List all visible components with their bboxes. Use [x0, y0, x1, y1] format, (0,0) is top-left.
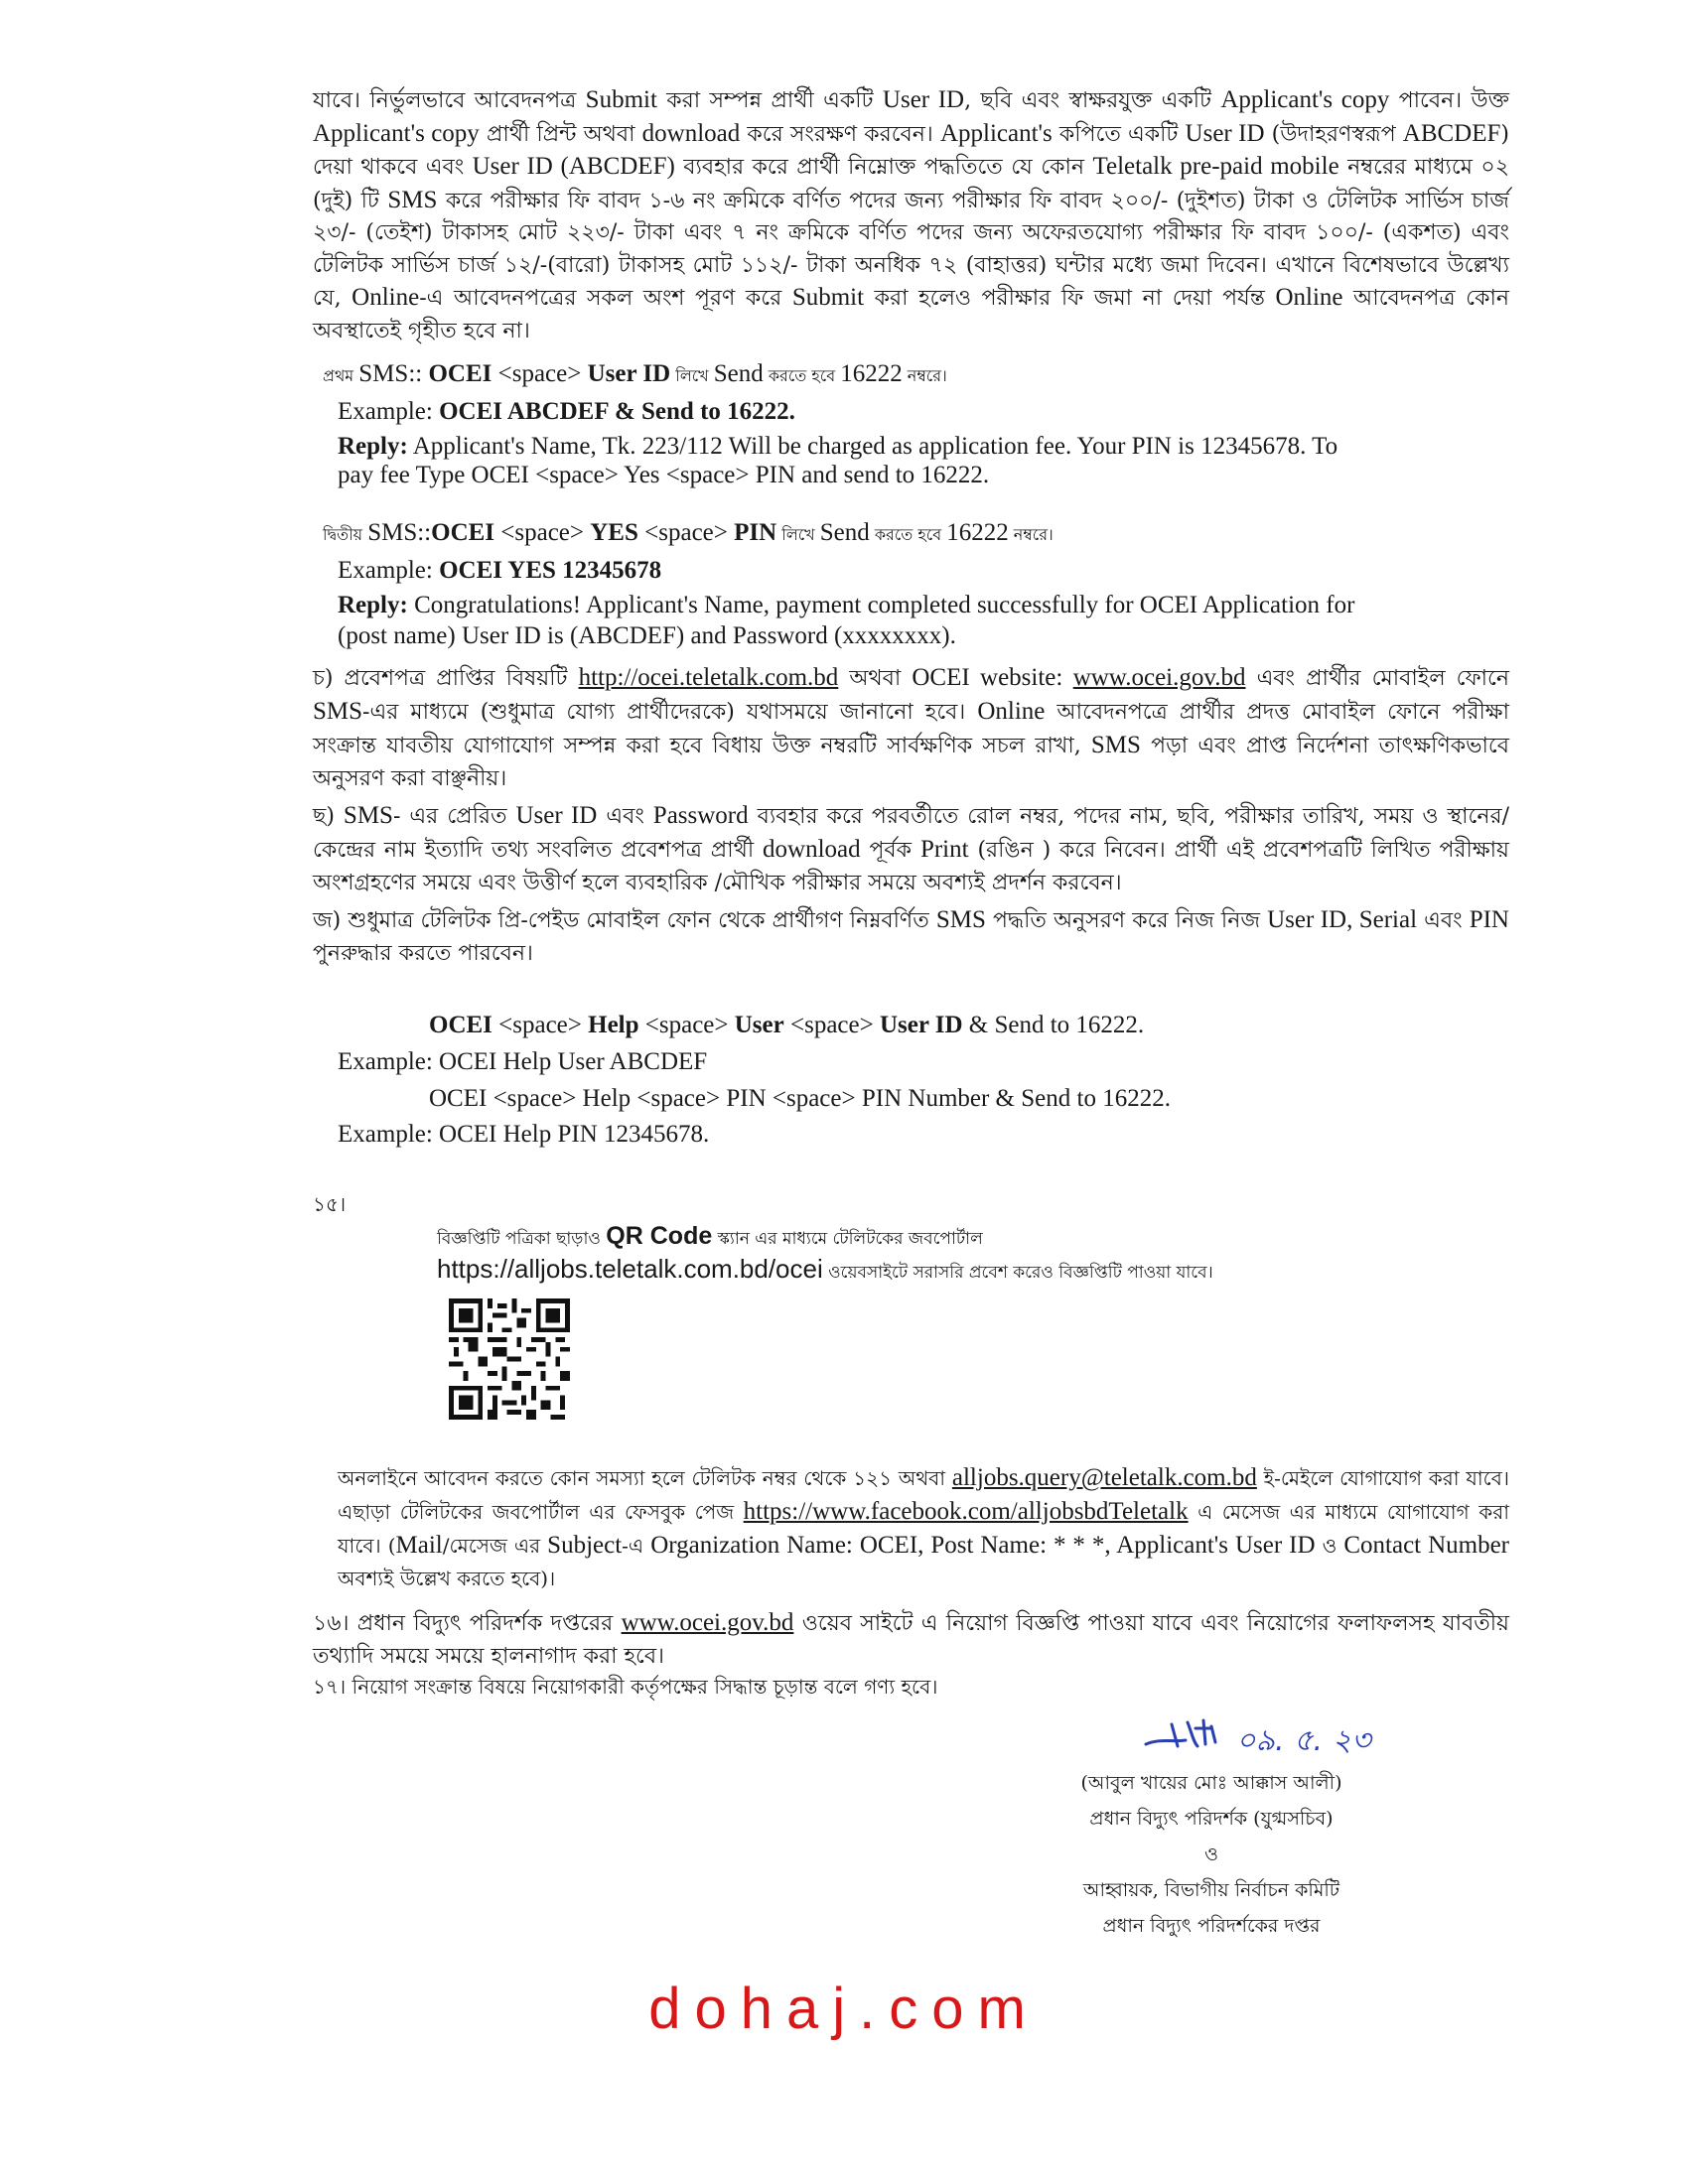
section-16: ১৬। প্রধান বিদ্যুৎ পরিদর্শক দপ্তরের www.ocei.gov.bd ওয়েব সাইটে এ নিয়োগ বিজ্ঞপ্তি পাওয়া যাবে এবং নিয়োগের ফলাফলসহ যাবতীয় তথ্যাদি সময়ে সময়ে হালনাগাদ করা হবে।	[313, 1609, 1509, 1669]
sms1-instruction: প্রথম SMS:: OCEI <space> User ID লিখে Send করতে হবে 16222 নম্বরে।	[323, 360, 947, 387]
handwritten-signature	[1142, 1703, 1410, 1772]
ocei-teletalk-link[interactable]: http://ocei.teletalk.com.bd	[578, 664, 839, 691]
sms2-reply-line2: (post name) User ID is (ABCDEF) and Password (xxxxxxxx).	[338, 622, 956, 649]
alljobs-url-line: https://alljobs.teletalk.com.bd/ocei ওয়েবসাইটে সরাসরি প্রবেশ করেও বিজ্ঞপ্তিটি পাওয়া যাবে।	[437, 1254, 1213, 1284]
sms1-reply-line2: pay fee Type OCEI <space> Yes <space> PIN and send to 16222.	[338, 462, 990, 488]
signature-date: ০৯. ৫. ২৩	[1236, 1723, 1371, 1758]
sms1-reply-line1: Reply: Applicant's Name, Tk. 223/112 Will be charged as application fee. Your PIN is 12345678. To	[338, 433, 1338, 460]
sms2-instruction: দ্বিতীয় SMS::OCEI <space> YES <space> PIN লিখে Send করতে হবে 16222 নম্বরে।	[323, 519, 1054, 546]
section-chha: ছ) SMS- এর প্রেরিত User ID এবং Password ব্যবহার করে পরবর্তীতে রোল নম্বর, পদের নাম, ছবি, পরীক্ষার তারিখ, সময় ও স্থানের/কেন্দ্রের নাম ইত্যাদি তথ্য সংবলিত প্রবেশপত্র প্রার্থী download পূর্বক Print (রঙিন ) করে নিবেন। প্রার্থী এই প্রবেশপত্রটি লিখিত পরীক্ষায় অংশগ্রহণের সময়ে এবং উত্তীর্ণ হলে ব্যবহারিক /মৌখিক পরীক্ষার সময়ে অবশ্যই প্রদর্শন করবেন।	[313, 802, 1509, 895]
qr-code	[449, 1298, 570, 1420]
contact-paragraph: অনলাইনে আবেদন করতে কোন সমস্যা হলে টেলিটক নম্বর থেকে ১২১ অথবা alljobs.query@teletalk.com.bd ই-মেইলে যোগাযোগ করা যাবে। এছাড়া টেলিটকের জবপোর্টাল এর ফেসবুক পেজ https://www.facebook.com/alljobsbdTeletalk এ মেসেজ এর মাধ্যমে যোগাযোগ করা যাবে। (Mail/মেসেজ এর Subject-এ Organization Name: OCEI, Post Name: * * *, Applicant's User ID ও Contact Number অবশ্যই উল্লেখ করতে হবে)।	[338, 1464, 1509, 1590]
facebook-page-link[interactable]: https://www.facebook.com/alljobsbdTeletalk	[743, 1498, 1189, 1525]
qr-intro: বিজ্ঞপ্তিটি পত্রিকা ছাড়াও QR Code স্ক্যান এর মাধ্যমে টেলিটকের জবপোর্টাল	[437, 1222, 983, 1250]
section-cha: চ) প্রবেশপত্র প্রাপ্তির বিষয়টি http://ocei.teletalk.com.bd অথবা OCEI website: www.ocei.gov.bd এবং প্রার্থীর মোবাইল ফোনে SMS-এর মাধ্যমে (শুধুমাত্র যোগ্য প্রার্থীদেরকে) যথাসময়ে জানানো হবে। Online আবেদনপত্রে প্রার্থীর প্রদত্ত মোবাইল ফোনে পরীক্ষা সংক্রান্ত যাবতীয় যোগাযোগ সম্পন্ন করা হবে বিধায় উক্ত নম্বরটি সার্বক্ষণিক সচল রাখা, SMS পড়া এবং প্রাপ্ত নির্দেশনা তাৎক্ষণিকভাবে অনুসরণ করা বাঞ্ছনীয়।	[313, 664, 1510, 791]
sms1-example: Example: OCEI ABCDEF & Send to 16222.	[338, 398, 795, 425]
section-17: ১৭। নিয়োগ সংক্রান্ত বিষয়ে নিয়োগকারী কর্তৃপক্ষের সিদ্ধান্ত চূড়ান্ত বলে গণ্য হবে।	[313, 1675, 938, 1699]
sms2-reply-line1: Reply: Congratulations! Applicant's Name, payment completed successfully for OCEI Application for	[338, 592, 1355, 618]
alljobs-url-link[interactable]: https://alljobs.teletalk.com.bd/ocei	[437, 1254, 823, 1284]
alljobs-email-link[interactable]: alljobs.query@teletalk.com.bd	[951, 1464, 1257, 1491]
help-pin-example: Example: OCEI Help PIN 12345678.	[338, 1121, 710, 1148]
watermark: dohaj.com	[648, 1977, 1040, 2041]
ocei-gov-link[interactable]: www.ocei.gov.bd	[621, 1609, 794, 1636]
help-user-command: OCEI <space> Help <space> User <space> User ID & Send to 16222.	[429, 1012, 1145, 1038]
section-15-number: ১৫।	[313, 1192, 347, 1216]
help-user-example: Example: OCEI Help User ABCDEF	[338, 1048, 708, 1075]
signatory-title: প্রধান বিদ্যুৎ পরিদর্শক (যুগ্মসচিব)	[1089, 1808, 1334, 1830]
signatory-committee: আহ্বায়ক, বিভাগীয় নির্বাচন কমিটি	[1082, 1879, 1340, 1901]
help-pin-command: OCEI <space> Help <space> PIN <space> PIN Number & Send to 16222.	[429, 1085, 1171, 1112]
section-ja: জ) শুধুমাত্র টেলিটক প্রি-পেইড মোবাইল ফোন থেকে প্রার্থীগণ নিম্নবর্ণিত SMS পদ্ধতি অনুসরণ করে নিজ নিজ User ID, Serial এবং PIN পুনরুদ্ধার করতে পারবেন।	[313, 906, 1509, 966]
signatory-name: (আবুল খায়ের মোঃ আক্কাস আলী)	[1080, 1772, 1342, 1794]
ocei-website-link[interactable]: www.ocei.gov.bd	[1072, 664, 1246, 691]
signatory-office: প্রধান বিদ্যুৎ পরিদর্শকের দপ্তর	[1102, 1915, 1321, 1937]
intro-paragraph: যাবে। নির্ভুলভাবে আবেদনপত্র Submit করা সম্পন্ন প্রার্থী একটি User ID, ছবি এবং স্বাক্ষরযুক্ত একটি Applicant's copy পাবেন। উক্ত Applicant's copy প্রার্থী প্রিন্ট অথবা download করে সংরক্ষণ করবেন। Applicant's কপিতে একটি User ID (উদাহরণস্বরূপ ABCDEF) দেয়া থাকবে এবং User ID (ABCDEF) ব্যবহার করে প্রার্থী নিম্নোক্ত পদ্ধতিতে যে কোন Teletalk pre-paid mobile নম্বরের মাধ্যমে ০২ (দুই) টি SMS করে পরীক্ষার ফি বাবদ ১-৬ নং ক্রমিকে বর্ণিত পদের জন্য পরীক্ষার ফি বাবদ ২০০/- (দুইশত) টাকা ও টেলিটক সার্ভিস চার্জ ২৩/- (তেইশ) টাকাসহ মোট ২২৩/- টাকা এবং ৭ নং ক্রমিকে বর্ণিত পদের জন্য অফেরতযোগ্য পরীক্ষার ফি বাবদ ১০০/- (একশত) এবং টেলিটক সার্ভিস চার্জ ১২/-(বারো) টাকাসহ মোট ১১২/- টাকা অনধিক ৭২ (বাহাত্তর) ঘন্টার মধ্যে জমা দিবেন। এখানে বিশেষভাবে উল্লেখ্য যে, Online-এ আবেদনপত্রের সকল অংশ পূরণ করে Submit করা হলেও পরীক্ষার ফি জমা না দেয়া পর্যন্ত Online আবেদনপত্র কোন অবস্থাতেই গৃহীত হবে না।	[313, 86, 1509, 343]
sms2-example: Example: OCEI YES 12345678	[338, 557, 662, 584]
signatory-and: ও	[1204, 1843, 1218, 1865]
